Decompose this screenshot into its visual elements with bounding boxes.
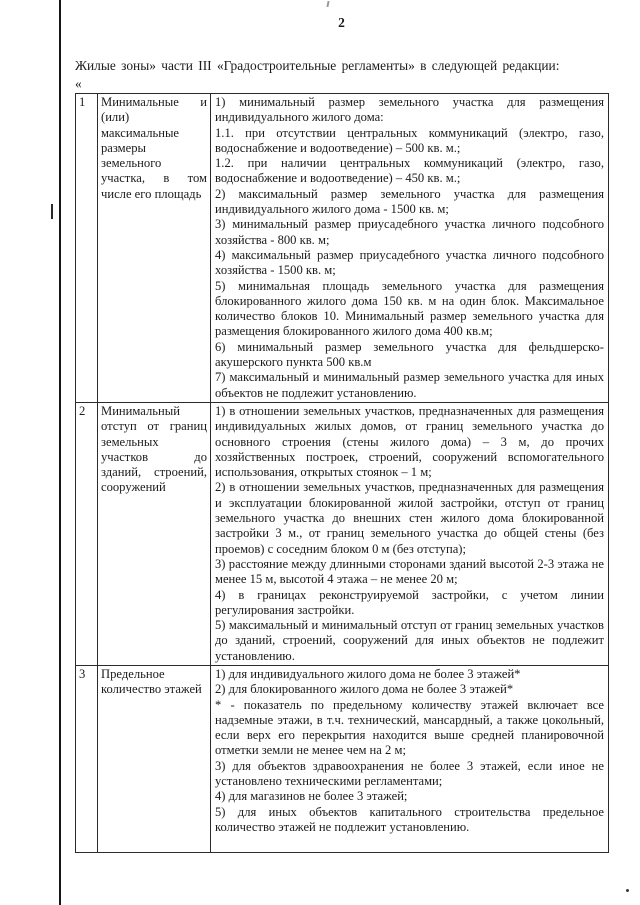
clause: 2) в отношении земельных участков, предназначенных для размещения и эксплуатации блокированной жилой застройки, отступ от границ земельного участка до внешних стен жилого дома блокированной застройки 3 м., от границ земельного участка до общей стены (без проемов) с соседним блоком 0 м (без отступа);	[215, 480, 604, 556]
opening-quote-mark: «	[75, 75, 82, 91]
scan-artifact-bottom-dot	[626, 889, 629, 892]
clause: 2) для блокированного жилого дома не более 3 этажей*	[215, 682, 514, 697]
clause: 2) максимальный размер земельного участка для размещения индивидуального жилого дома - 1500 кв. м;	[215, 186, 604, 217]
parameter-value-cell	[211, 402, 609, 665]
clause: 5) минимальная площадь земельного участка для размещения блокированного жилого дома 150 кв. м на один блок. Максимальное количество блоков 10. Минимальный размер земельного участка для размещения блокированного жилого дома 400 кв.м;	[215, 278, 604, 339]
parameter-name-cell: Предельное количество этажей	[98, 665, 211, 852]
clause: 1) для индивидуального жилого дома не более 3 этажей*	[215, 666, 521, 681]
clause: 5) для иных объектов капитального строительства предельное количество этажей не подлежит установлению.	[215, 804, 604, 834]
row-number-cell: 1	[76, 94, 98, 403]
page-number: 2	[338, 15, 345, 30]
clause: 3) для объектов здравоохранения не более 3 этажей, если иное не установлено техническими регламентами;	[215, 758, 604, 789]
clause: 4) в границах реконструируемой застройки, с учетом линии регулирования застройки.	[215, 587, 604, 617]
clause: 4) максимальный размер приусадебного участка личного подсобного хозяйства - 1500 кв. м;	[215, 247, 604, 278]
clause: 3) минимальный размер приусадебного участка личного подсобного хозяйства - 800 кв. м;	[215, 217, 604, 247]
parameter-name-cell: Минимальный отступ от границ земельных участков до зданий, строений, сооружений	[98, 402, 211, 665]
scan-artifact-left-tick	[51, 204, 53, 219]
table-row-3	[76, 665, 609, 852]
clause: 1.1. при отсутствии центральных коммуникаций (электро, газо, водоснабжение и водоотведение) – 500 кв. м.;	[215, 125, 604, 155]
clause: 1) в отношении земельных участков, предназначенных для размещения индивидуальных жилых домов, от границ земельного участка до основного строения (стены жилого дома) – 3 м, до прочих хозяйственных построек, строений, сооружений вспомогательного использования, открытых стоянок – 1 м;	[215, 403, 604, 480]
clause: 4) для магазинов не более 3 этажей;	[215, 789, 408, 804]
table-row-1	[76, 94, 609, 403]
regulations-table	[75, 93, 609, 853]
clause: 1) минимальный размер земельного участка для размещения индивидуального жилого дома:	[215, 95, 604, 125]
intro-paragraph: Жилые зоны» части III «Градостроительные регламенты» в следующей редакции:	[75, 58, 560, 73]
clause: 1.2. при наличии центральных коммуникаций (электро, газо, водоснабжение и водоотведение) – 450 кв. м.;	[215, 156, 604, 186]
parameter-value-cell	[211, 94, 609, 403]
parameter-name-cell: Минимальные и (или) максимальные размеры земельного участка, в том числе его площадь	[98, 94, 211, 403]
page-content	[75, 0, 608, 853]
clause: 3) расстояние между длинными сторонами зданий высотой 2-3 этажа не менее 15 м, высотой 4 этажа – не менее 20 м;	[215, 556, 604, 587]
scan-artifact-left-line	[59, 0, 61, 905]
row-number-cell: 3	[76, 665, 98, 852]
clause: 7) максимальный и минимальный размер земельного участка для иных объектов не подлежит установлению.	[215, 370, 604, 400]
clause: 6) минимальный размер земельного участка для фельдшерско-акушерского пункта 500 кв.м	[215, 339, 604, 370]
parameter-value-cell	[211, 665, 609, 852]
table-row-2	[76, 402, 609, 665]
clause: 5) максимальный и минимальный отступ от границ земельных участков до зданий, строений, сооружений для иных объектов не подлежит установлению.	[215, 618, 604, 663]
row-number-cell: 2	[76, 402, 98, 665]
clause: * - показатель по предельному количеству этажей включает все надземные этажи, в т.ч. технический, мансардный, а также цокольный, если верх его перекрытия находится выше средней планировочной отметки земли не менее чем на 2 м;	[215, 697, 604, 758]
